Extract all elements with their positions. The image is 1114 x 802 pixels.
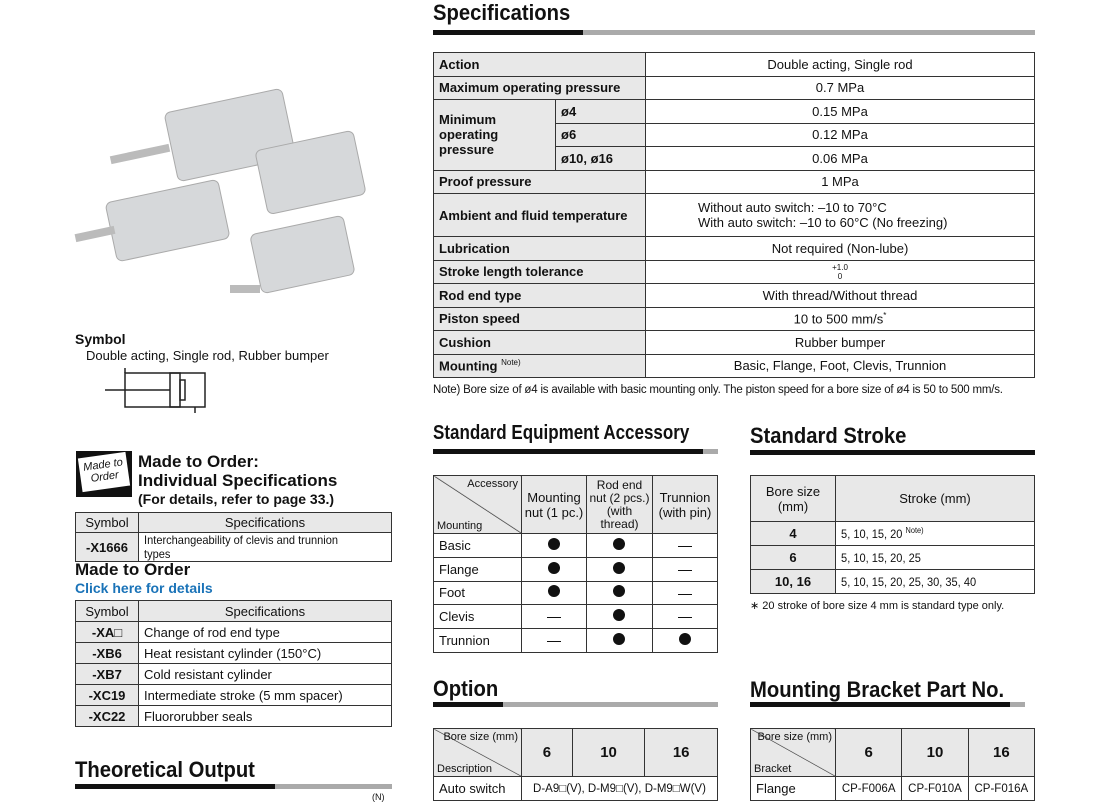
cell: Fluororubber seals <box>139 706 392 727</box>
mto2-table <box>75 600 392 727</box>
not-available-dash-icon <box>678 546 692 547</box>
label: Minimum operating pressure <box>434 100 556 171</box>
label: Ambient and fluid temperature <box>434 194 646 237</box>
accessory-title: Standard Equipment Accessory <box>433 422 690 444</box>
click-here-link[interactable]: Click here for details <box>75 580 213 596</box>
cell: 5, 10, 15, 20, 25, 30, 35, 40 <box>836 570 1019 594</box>
cell <box>522 605 587 629</box>
th: 10 <box>902 729 968 777</box>
cell <box>587 629 653 653</box>
cell: CP-F016A <box>968 777 1034 801</box>
cell: 10, 16 <box>751 570 836 594</box>
th: 10 <box>572 729 645 777</box>
cell <box>522 534 587 558</box>
cylinder-symbol-diagram <box>100 368 220 418</box>
value: Basic, Flange, Foot, Clevis, Trunnion <box>646 354 1035 378</box>
tol-lower: 0 <box>837 271 843 281</box>
cell: Cold resistant cylinder <box>139 664 392 685</box>
th: Bore size (mm) <box>751 476 836 522</box>
unit-label: (N) <box>372 792 385 802</box>
table-row <box>434 534 718 558</box>
spec-note: Note) Bore size of ø4 is available with basic mounting only. The piston speed for a bore size of ø4 is 50 to 500 mm/s. <box>433 384 1003 396</box>
value: 0.12 MPa <box>646 123 1035 147</box>
corner-label: Mounting <box>437 520 483 532</box>
th: Specifications <box>139 513 392 533</box>
row-label: Foot <box>434 581 522 605</box>
label: Cushion <box>434 331 646 355</box>
mto1-sub: (For details, refer to page 33.) <box>138 491 335 507</box>
standard-dot-icon <box>548 562 560 574</box>
row-label: Basic <box>434 534 522 558</box>
specifications-table <box>433 52 1035 378</box>
label: ø4 <box>556 100 646 124</box>
label: ø6 <box>556 123 646 147</box>
value: Not required (Non-lube) <box>646 237 1035 261</box>
cell: -XB6 <box>76 643 139 664</box>
label: Lubrication <box>434 237 646 261</box>
table-row <box>434 557 718 581</box>
theoretical-output-title: Theoretical Output <box>75 757 255 782</box>
cell: CP-F010A <box>902 777 968 801</box>
note-mark: Note) <box>905 526 924 535</box>
cell: Heat resistant cylinder (150°C) <box>139 643 392 664</box>
bracket-table <box>750 728 1035 801</box>
cell <box>522 581 587 605</box>
standard-dot-icon <box>548 538 560 550</box>
corner-label: Description <box>437 763 493 775</box>
title-bar <box>433 30 1035 35</box>
value: Double acting, Single rod <box>646 53 1035 77</box>
cell: 5, 10, 15, 20, 25 <box>836 546 1019 570</box>
row-label: Flange <box>434 557 522 581</box>
table-row <box>434 605 718 629</box>
corner-label: Bracket <box>754 763 792 775</box>
cell <box>652 557 717 581</box>
value: With auto switch: –10 to 60°C (No freezing) <box>698 215 948 230</box>
cell: Interchangeability of clevis and trunnion types <box>139 533 372 562</box>
table-row <box>434 629 718 653</box>
cell <box>587 557 653 581</box>
th: Symbol <box>76 513 139 533</box>
standard-stroke-title: Standard Stroke <box>750 423 907 448</box>
standard-dot-icon <box>613 562 625 574</box>
title-bar <box>750 702 1025 707</box>
cell <box>652 629 717 653</box>
mto1-title2: Individual Specifications <box>138 471 338 490</box>
cell <box>522 557 587 581</box>
label: Action <box>434 53 646 77</box>
cell: -X1666 <box>76 533 139 562</box>
th: Specifications <box>139 601 392 622</box>
cell <box>587 605 653 629</box>
th: Symbol <box>76 601 139 622</box>
cell: CP-F006A <box>836 777 902 801</box>
cell <box>652 605 717 629</box>
value: 0.7 MPa <box>646 76 1035 100</box>
cell: -XB7 <box>76 664 139 685</box>
cell <box>522 629 587 653</box>
title-bar <box>433 702 718 707</box>
mto1-title: Made to Order: <box>138 452 259 471</box>
title-bar <box>75 784 392 789</box>
tol-upper: +1.0 <box>832 262 848 272</box>
th: Rod end nut (2 pcs.) (with thread) <box>587 476 653 534</box>
label: Mounting <box>439 358 498 374</box>
cell: 5, 10, 15, 20 <box>840 527 902 541</box>
note-mark: Note) <box>501 358 521 368</box>
value: With thread/Without thread <box>646 284 1035 308</box>
cell: -XA□ <box>76 622 139 643</box>
not-available-dash-icon <box>678 570 692 571</box>
cell: 4 <box>751 522 836 546</box>
cell <box>652 534 717 558</box>
cell: Flange <box>751 777 836 801</box>
symbol-desc: Double acting, Single rod, Rubber bumper <box>86 348 329 363</box>
th: Stroke (mm) <box>836 476 1035 522</box>
cell <box>652 581 717 605</box>
cell: -XC19 <box>76 685 139 706</box>
label: Proof pressure <box>434 170 646 194</box>
th: 6 <box>522 729 573 777</box>
not-available-dash-icon <box>678 617 692 618</box>
standard-dot-icon <box>613 609 625 621</box>
title-bar <box>750 450 1035 455</box>
corner-label: Bore size (mm) <box>443 731 518 743</box>
value: 0.15 MPa <box>646 100 1035 124</box>
cell: -XC22 <box>76 706 139 727</box>
symbol-title: Symbol <box>75 331 126 347</box>
mto2-title: Made to Order <box>75 560 191 579</box>
label: Stroke length tolerance <box>434 260 646 284</box>
th: Trunnion (with pin) <box>652 476 717 534</box>
table-row <box>434 581 718 605</box>
cell <box>587 534 653 558</box>
value: 1 MPa <box>646 170 1035 194</box>
cell: Auto switch <box>434 777 522 801</box>
cell: 6 <box>751 546 836 570</box>
made-to-order-badge: Made to Order <box>76 451 132 497</box>
row-label: Clevis <box>434 605 522 629</box>
cell: Intermediate stroke (5 mm spacer) <box>139 685 392 706</box>
stroke-note: ∗ 20 stroke of bore size 4 mm is standard type only. <box>750 600 1005 612</box>
bracket-title: Mounting Bracket Part No. <box>750 677 1005 702</box>
standard-dot-icon <box>679 633 691 645</box>
option-table <box>433 728 718 801</box>
label: Piston speed <box>434 307 646 331</box>
option-title: Option <box>433 676 499 701</box>
value: 0.06 MPa <box>646 147 1035 171</box>
cell <box>587 581 653 605</box>
row-label: Trunnion <box>434 629 522 653</box>
standard-dot-icon <box>548 585 560 597</box>
mto1-table <box>75 512 392 562</box>
value: 10 to 500 mm/s <box>793 311 884 327</box>
th: Mounting nut (1 pc.) <box>522 476 587 534</box>
cell: Change of rod end type <box>139 622 392 643</box>
product-photo <box>70 60 390 310</box>
accessory-table <box>433 475 718 653</box>
corner-label: Accessory <box>467 478 518 490</box>
th: 6 <box>836 729 902 777</box>
title-bar <box>433 449 718 454</box>
footnote-mark: * <box>883 311 887 321</box>
corner-label: Bore size (mm) <box>757 731 832 743</box>
specifications-title: Specifications <box>433 0 571 25</box>
not-available-dash-icon <box>678 594 692 595</box>
cell: D-A9□(V), D-M9□(V), D-M9□W(V) <box>522 777 718 801</box>
value: Without auto switch: –10 to 70°C <box>698 200 887 215</box>
not-available-dash-icon <box>547 617 561 618</box>
value: Rubber bumper <box>646 331 1035 355</box>
stroke-table <box>750 475 1035 594</box>
label: Maximum operating pressure <box>434 76 646 100</box>
standard-dot-icon <box>613 538 625 550</box>
label: ø10, ø16 <box>556 147 646 171</box>
standard-dot-icon <box>613 633 625 645</box>
th: 16 <box>645 729 718 777</box>
label: Rod end type <box>434 284 646 308</box>
not-available-dash-icon <box>547 641 561 642</box>
standard-dot-icon <box>613 585 625 597</box>
th: 16 <box>968 729 1034 777</box>
